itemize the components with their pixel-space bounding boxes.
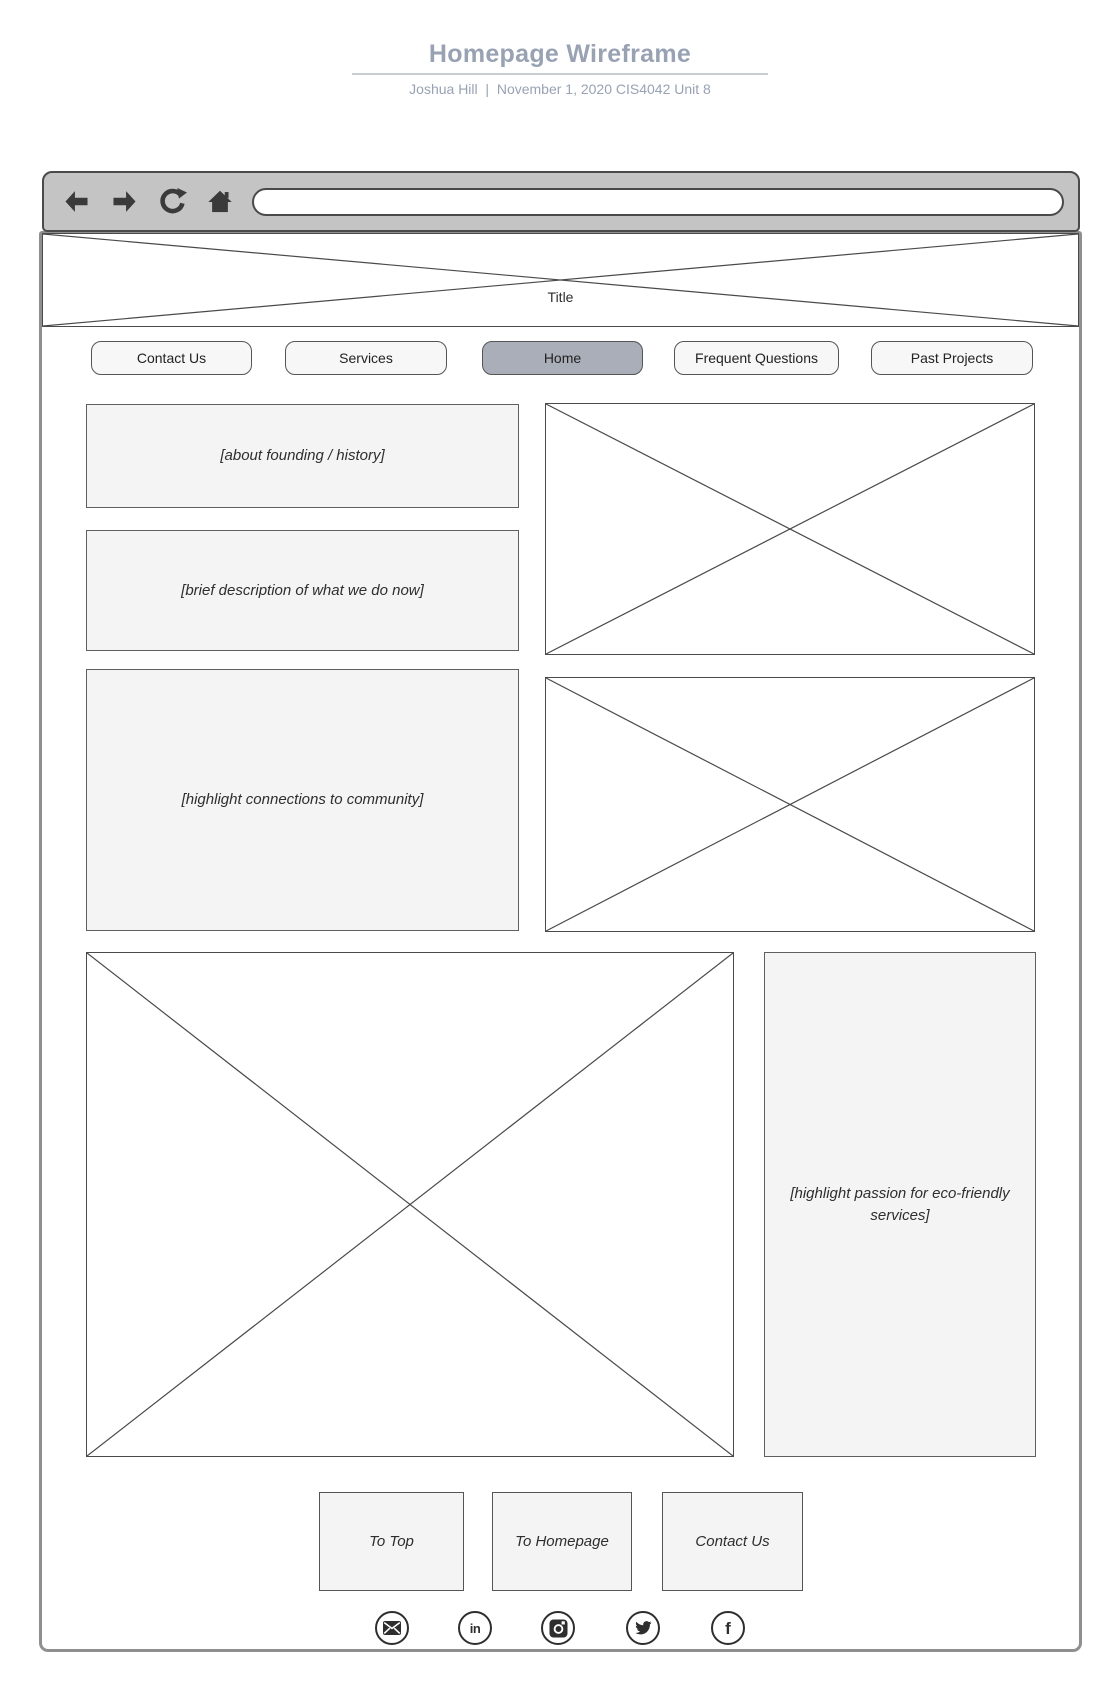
text-block-eco-friendly: [highlight passion for eco-friendly services] — [764, 952, 1036, 1457]
linkedin-icon: in — [469, 1620, 481, 1636]
home-icon — [206, 188, 234, 215]
facebook-social-button[interactable] — [711, 1611, 745, 1645]
forward-button[interactable] — [100, 182, 148, 222]
title-banner-placeholder — [42, 233, 1079, 327]
back-button[interactable] — [52, 182, 100, 222]
byline: Joshua Hill | November 1, 2020 CIS4042 Unit 8 — [409, 81, 711, 97]
footer-button-to-homepage[interactable]: To Homepage — [492, 1492, 632, 1591]
twitter-social-button[interactable] — [626, 1611, 660, 1645]
browser-toolbar — [42, 171, 1080, 232]
nav-button-services[interactable]: Services — [285, 341, 447, 375]
email-icon — [383, 1621, 401, 1635]
linkedin-social-button[interactable] — [458, 1611, 492, 1645]
footer-button-contact-us[interactable]: Contact Us — [662, 1492, 803, 1591]
nav-button-past-projects[interactable]: Past Projects — [871, 341, 1033, 375]
text-block-what-we-do: [brief description of what we do now] — [86, 530, 519, 651]
page-title: Homepage Wireframe — [428, 40, 692, 68]
refresh-button[interactable] — [148, 182, 196, 222]
title-underline — [352, 73, 768, 75]
refresh-icon — [157, 187, 188, 216]
instagram-social-button[interactable] — [541, 1611, 575, 1645]
text-block-founding-history: [about founding / history] — [86, 404, 519, 508]
text-block-community: [highlight connections to community] — [86, 669, 519, 931]
banner-title-label: Title — [547, 289, 574, 305]
x-cross — [43, 234, 1078, 326]
forward-arrow-icon — [110, 188, 139, 215]
url-input[interactable] — [252, 188, 1064, 216]
x-cross — [546, 678, 1034, 931]
nav-button-frequent-questions[interactable]: Frequent Questions — [674, 341, 839, 375]
facebook-icon: f — [725, 1618, 731, 1638]
back-arrow-icon — [62, 188, 91, 215]
footer-button-to-top[interactable]: To Top — [319, 1492, 464, 1591]
image-placeholder-mid-right — [545, 677, 1035, 932]
x-cross — [87, 953, 733, 1456]
twitter-icon — [634, 1619, 652, 1637]
nav-button-home[interactable]: Home — [482, 341, 643, 375]
nav-button-contact-us[interactable]: Contact Us — [91, 341, 252, 375]
instagram-icon — [549, 1619, 568, 1638]
x-cross — [546, 404, 1034, 654]
email-social-button[interactable] — [375, 1611, 409, 1645]
image-placeholder-large — [86, 952, 734, 1457]
home-button[interactable] — [196, 182, 244, 222]
image-placeholder-top-right — [545, 403, 1035, 655]
